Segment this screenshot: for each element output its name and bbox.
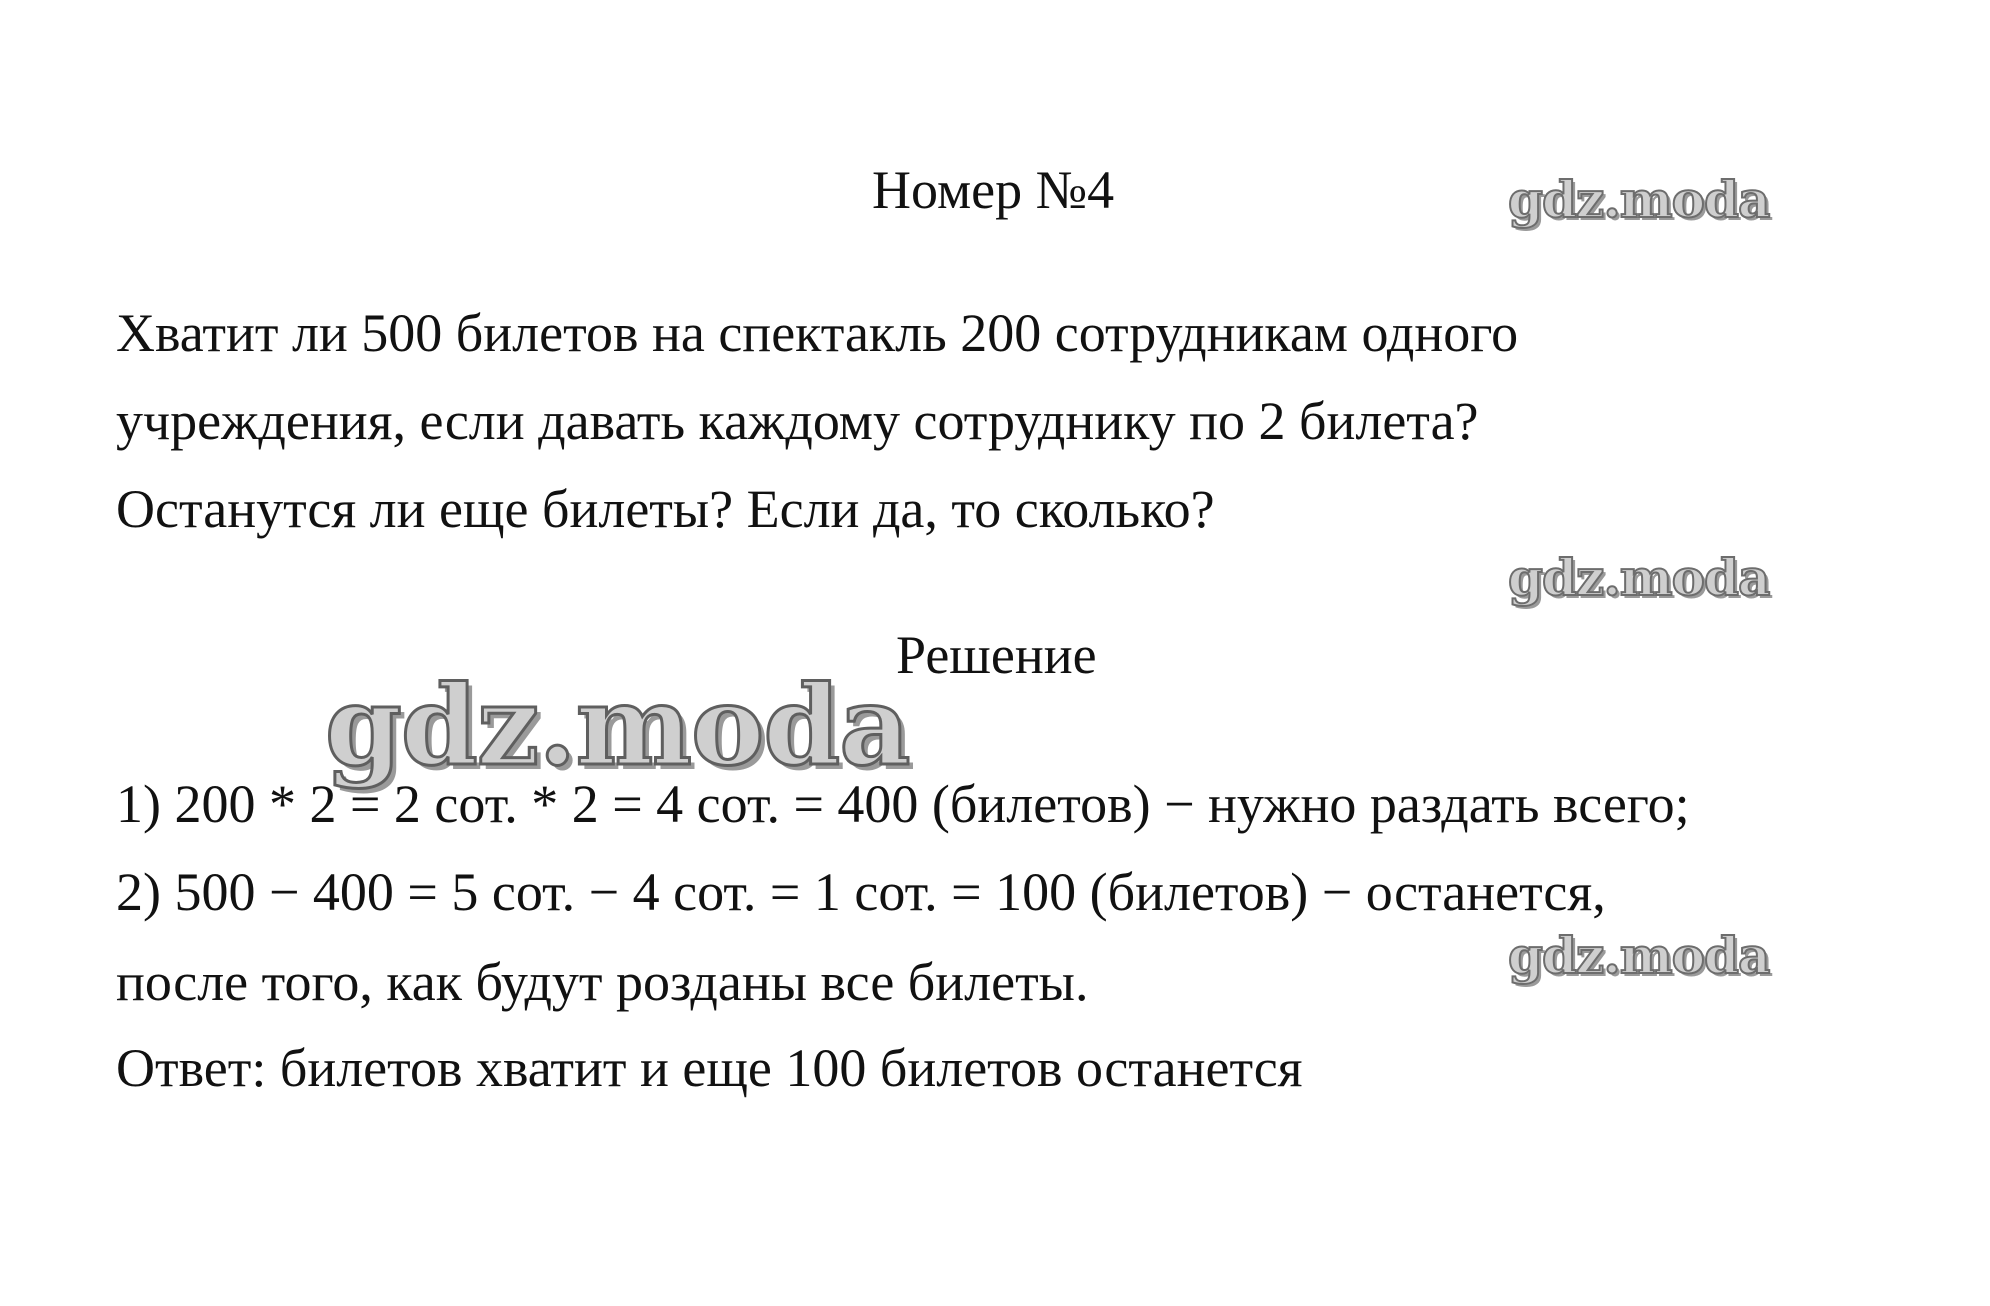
solution-line: 1) 200 * 2 = 2 сот. * 2 = 4 сот. = 400 (билетов) − нужно раздать всего; bbox=[116, 774, 1690, 834]
problem-line: Хватит ли 500 билетов на спектакль 200 сотрудникам одного bbox=[116, 303, 1519, 363]
answer-line: Ответ: билетов хватит и еще 100 билетов останется bbox=[116, 1038, 1303, 1098]
solution-line: после того, как будут розданы все билеты. bbox=[116, 952, 1089, 1012]
watermark-logo: gdz.moda bbox=[1508, 170, 1770, 229]
problem-line: учреждения, если давать каждому сотруднику по 2 билета? bbox=[116, 391, 1479, 451]
watermark-logo: gdz.moda bbox=[325, 661, 910, 790]
page-title: Номер №4 bbox=[872, 160, 1115, 220]
solution-line: 2) 500 − 400 = 5 сот. − 4 сот. = 1 сот. = 100 (билетов) − останется, bbox=[116, 862, 1606, 922]
watermark-logo: gdz.moda bbox=[1508, 926, 1770, 985]
solution-heading: Решение bbox=[896, 625, 1097, 685]
watermark-logo: gdz.moda bbox=[1508, 548, 1770, 607]
problem-line: Останутся ли еще билеты? Если да, то сколько? bbox=[116, 479, 1215, 539]
